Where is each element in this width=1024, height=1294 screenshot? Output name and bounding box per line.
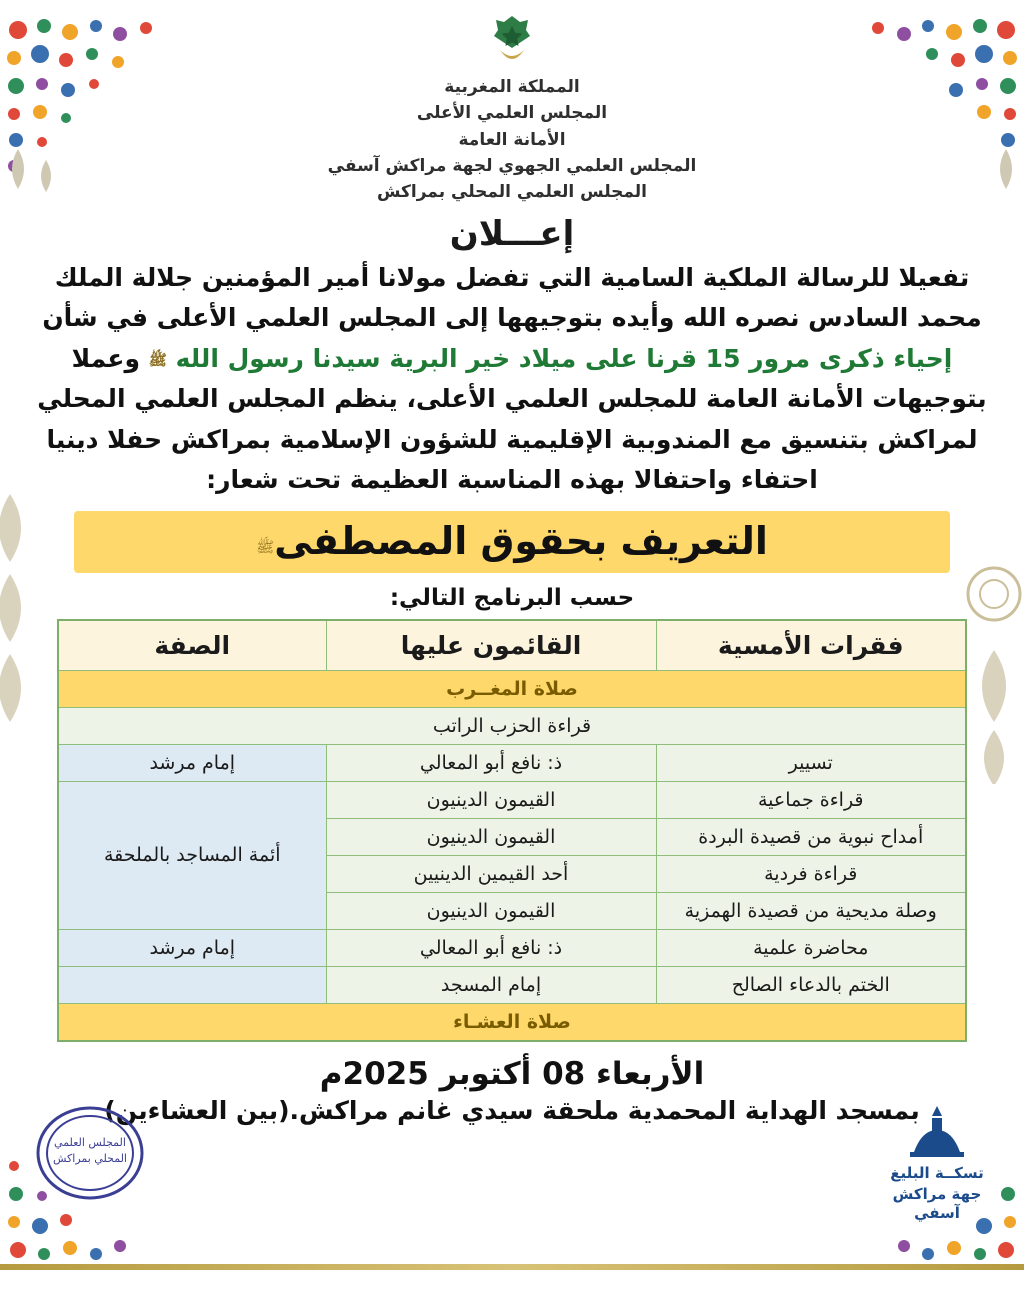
page-title: إعـــلان [449, 213, 575, 254]
svg-text:المجلس العلمي: المجلس العلمي [54, 1136, 126, 1149]
col-header-role: الصفة [58, 620, 326, 671]
person-cell: إمام المسجد [326, 966, 656, 1003]
role-cell-merged: أئمة المساجد بالملحقة [58, 781, 326, 929]
svg-text:المحلي بمراكش: المحلي بمراكش [53, 1152, 127, 1165]
body-line-3 [26, 339, 998, 380]
organization-lines [0, 74, 1024, 206]
slogan-sallallahu-icon: ﷺ [256, 538, 275, 557]
table-row [58, 929, 966, 966]
body-line-6: احتفاء واحتفالا بهذه المناسبة العظيمة تحت شعار: [206, 465, 818, 495]
table-row [58, 966, 966, 1003]
col-header-items: فقرات الأمسية [656, 620, 966, 671]
org-line-4: المجلس العلمي الجهوي لجهة مراكش آسفي [327, 156, 697, 177]
table-row [58, 781, 966, 818]
person-cell: القيمون الدينيون [326, 892, 656, 929]
item-cell: وصلة مديحية من قصيدة الهمزية [656, 892, 966, 929]
program-table [57, 619, 967, 1042]
sallallahu-icon: ﷺ [148, 350, 167, 369]
official-stamp-icon [30, 1098, 150, 1208]
body-line-2: محمد السادس نصره الله وأيده بتوجيهها إلى المجلس العلمي الأعلى في شأن [42, 303, 982, 333]
ministry-logo-sub: جهة مراكش آسفي [892, 1184, 982, 1222]
item-cell: محاضرة علمية [656, 929, 966, 966]
org-line-5: المجلس العلمي المحلي بمراكش [376, 182, 648, 203]
person-cell: ذ: نافع أبو المعالي [326, 929, 656, 966]
event-date: الأربعاء 08 أكتوبر 2025م [319, 1055, 705, 1092]
item-cell: تسيير [656, 744, 966, 781]
ministry-logo-title: تسكــة البليغ [890, 1164, 984, 1182]
role-cell [58, 966, 326, 1003]
event-place: بمسجد الهداية المحمدية ملحقة سيدي غانم مراكش.(بين العشاءين) [104, 1095, 920, 1125]
org-line-2: المجلس العلمي الأعلى [416, 103, 608, 124]
role-cell: إمام مرشد [58, 744, 326, 781]
table-row [58, 670, 966, 707]
body-line-4: بتوجيهات الأمانة العامة للمجلس العلمي الأعلى، ينظم المجلس العلمي المحلي [37, 384, 987, 414]
prayer-maghrib: صلاة المغــرب [58, 670, 966, 707]
item-cell: الختم بالدعاء الصالح [656, 966, 966, 1003]
person-cell: القيمون الدينيون [326, 818, 656, 855]
table-header-row [58, 620, 966, 671]
item-cell: قراءة جماعية [656, 781, 966, 818]
item-cell: أمداح نبوية من قصيدة البردة [656, 818, 966, 855]
item-cell: قراءة فردية [656, 855, 966, 892]
table-row [58, 1003, 966, 1041]
ministry-logo [872, 1100, 1002, 1222]
hizb-rateb: قراءة الحزب الراتب [58, 707, 966, 744]
person-cell: القيمون الدينيون [326, 781, 656, 818]
footer [0, 1056, 1024, 1125]
person-cell: ذ: نافع أبو المعالي [326, 744, 656, 781]
role-cell: إمام مرشد [58, 929, 326, 966]
person-cell: أحد القيمين الدينيين [326, 855, 656, 892]
bottom-gold-rule [0, 1264, 1024, 1270]
morocco-coat-of-arms-icon [490, 14, 534, 70]
prayer-isha: صلاة العشـاء [58, 1003, 966, 1041]
mosque-icon [902, 1100, 972, 1162]
program-intro: حسب البرنامج التالي: [389, 584, 635, 611]
body-line-5: لمراكش بتنسيق مع المندوبية الإقليمية للشؤون الإسلامية بمراكش حفلا دينيا [46, 424, 978, 454]
col-header-persons: القائمون عليها [326, 620, 656, 671]
slogan-banner [74, 511, 950, 573]
org-line-1: المملكة المغربية [444, 77, 580, 97]
table-row [58, 707, 966, 744]
announcement-body [26, 258, 998, 501]
table-row [58, 744, 966, 781]
body-line-1: تفعيلا للرسالة الملكية السامية التي تفضل مولانا أمير المؤمنين جلالة الملك [54, 262, 970, 292]
body-line-3-tail: وعملا [71, 343, 140, 373]
body-line-3-highlight: إحياء ذكرى مرور 15 قرنا على ميلاد خير البرية سيدنا رسول الله [175, 343, 953, 373]
slogan-text: التعريف بحقوق المصطفى [274, 518, 768, 563]
org-line-3: الأمانة العامة [458, 129, 566, 150]
